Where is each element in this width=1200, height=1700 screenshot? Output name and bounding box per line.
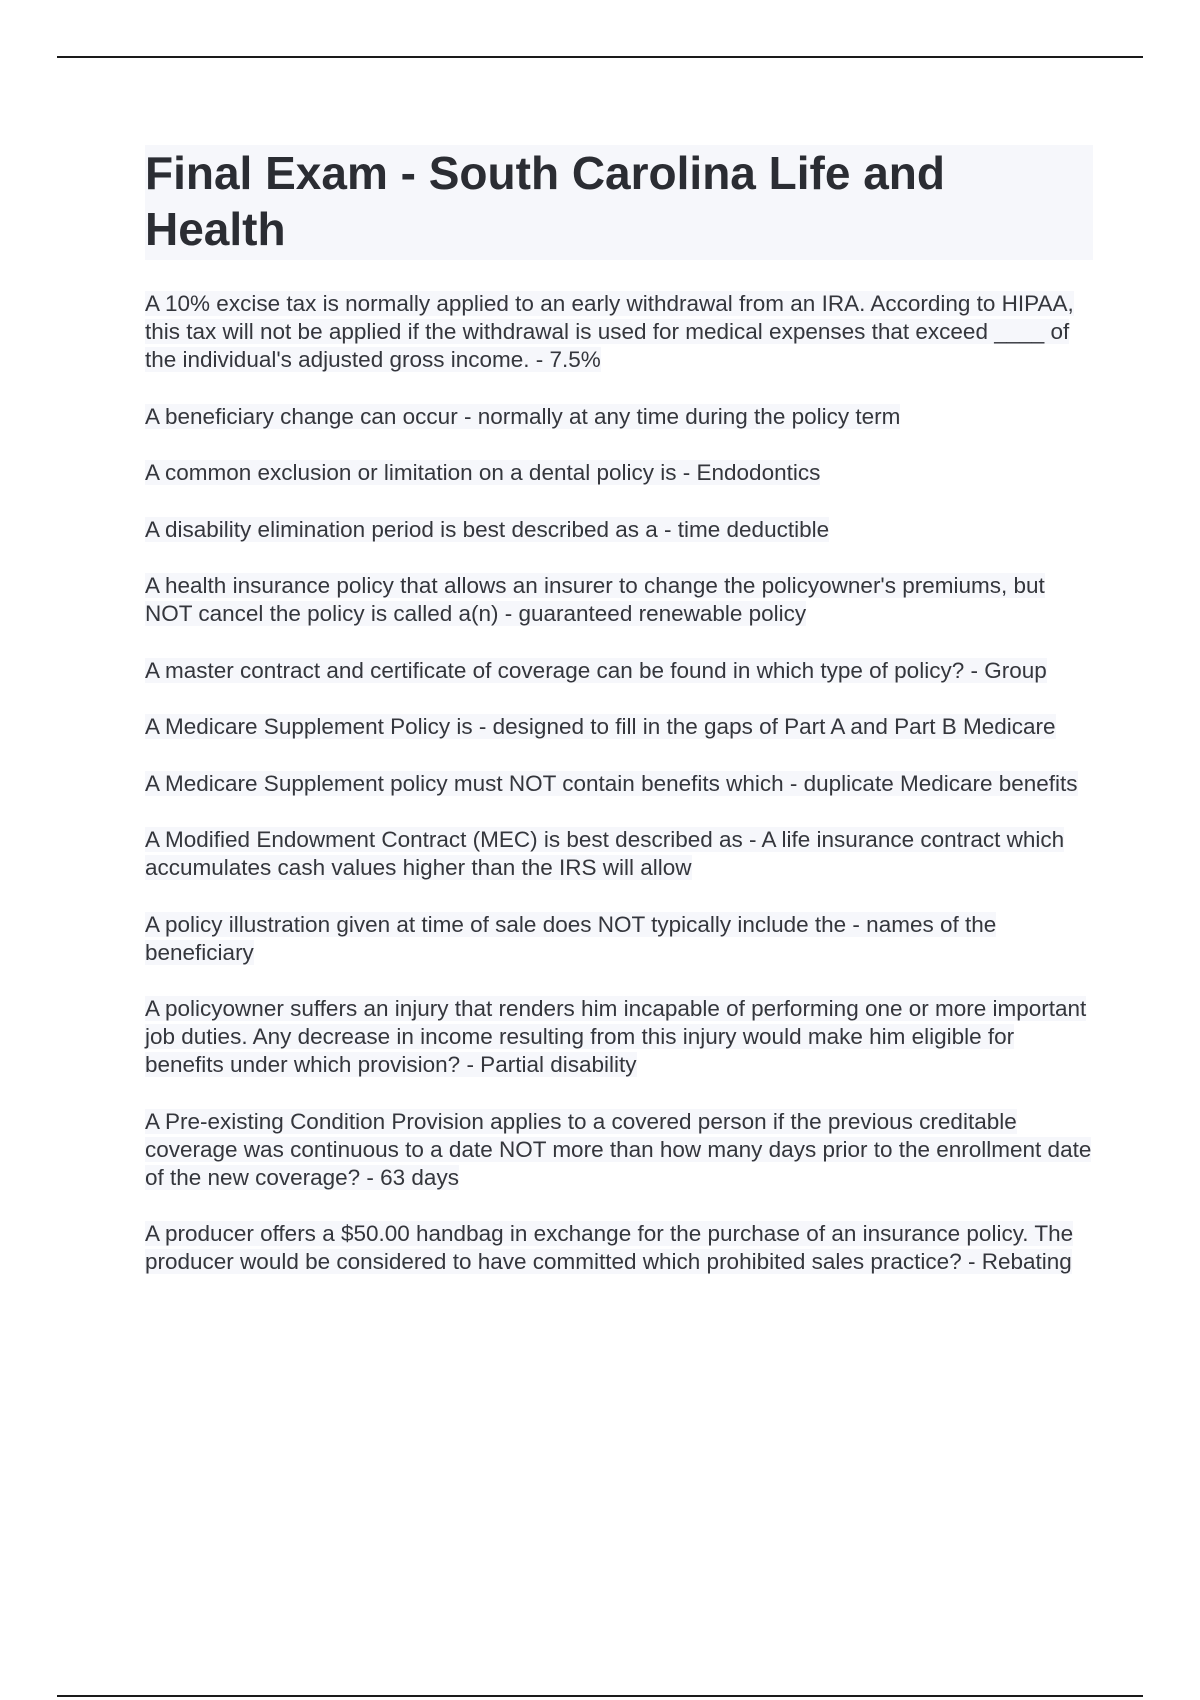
qa-item xyxy=(145,1108,1093,1192)
qa-text: A beneficiary change can occur - normally at any time during the policy term xyxy=(145,403,901,429)
qa-item xyxy=(145,572,1093,628)
qa-item xyxy=(145,459,1093,487)
qa-item xyxy=(145,713,1093,741)
qa-text: A 10% excise tax is normally applied to an early withdrawal from an IRA. According to HIPAA, this tax will not be applied if the withdrawal is used for medical expenses that exceed ____ of the individual's adjusted gross income. - 7.5% xyxy=(145,291,1074,372)
qa-item xyxy=(145,403,1093,431)
qa-text: A common exclusion or limitation on a dental policy is - Endodontics xyxy=(145,460,821,485)
qa-item xyxy=(145,770,1093,798)
qa-text: A disability elimination period is best described as a - time deductible xyxy=(145,516,830,542)
title-block xyxy=(145,145,1093,260)
qa-text: A Medicare Supplement Policy is - designed to fill in the gaps of Part A and Part B Medicare xyxy=(145,714,1056,739)
qa-item xyxy=(145,516,1093,544)
qa-text: A health insurance policy that allows an insurer to change the policyowner's premiums, but NOT cancel the policy is called a(n) - guaranteed renewable policy xyxy=(145,573,1045,626)
qa-text: A Pre-existing Condition Provision applies to a covered person if the previous creditable coverage was continuous to a date NOT more than how many days prior to the enrollment date of the new coverage? - 63 days xyxy=(145,1108,1092,1190)
qa-text: A master contract and certificate of coverage can be found in which type of policy? - Group xyxy=(145,657,1047,683)
qa-text: A Modified Endowment Contract (MEC) is best described as - A life insurance contract which accumulates cash values higher than the IRS will allow xyxy=(145,827,1065,880)
qa-item xyxy=(145,911,1093,967)
qa-item xyxy=(145,995,1093,1079)
top-rule xyxy=(57,56,1143,58)
document-body xyxy=(145,145,1093,1305)
qa-item xyxy=(145,290,1093,374)
qa-text: A producer offers a $50.00 handbag in exchange for the purchase of an insurance policy. The producer would be considered to have committed which prohibited sales practice? - Rebating xyxy=(145,1221,1074,1274)
qa-item xyxy=(145,1220,1093,1276)
qa-text: A policy illustration given at time of sale does NOT typically include the - names of the beneficiary xyxy=(145,911,997,965)
page-title: Final Exam - South Carolina Life and Health xyxy=(145,147,945,255)
qa-text: A Medicare Supplement policy must NOT contain benefits which - duplicate Medicare benefits xyxy=(145,770,1078,796)
qa-item xyxy=(145,826,1093,882)
qa-list xyxy=(145,290,1093,1276)
qa-item xyxy=(145,657,1093,685)
qa-text: A policyowner suffers an injury that renders him incapable of performing one or more important job duties. Any decrease in income resulting from this injury would make him eligible for benefits under which provision? - Partial disability xyxy=(145,996,1087,1077)
bottom-rule xyxy=(57,1695,1143,1697)
